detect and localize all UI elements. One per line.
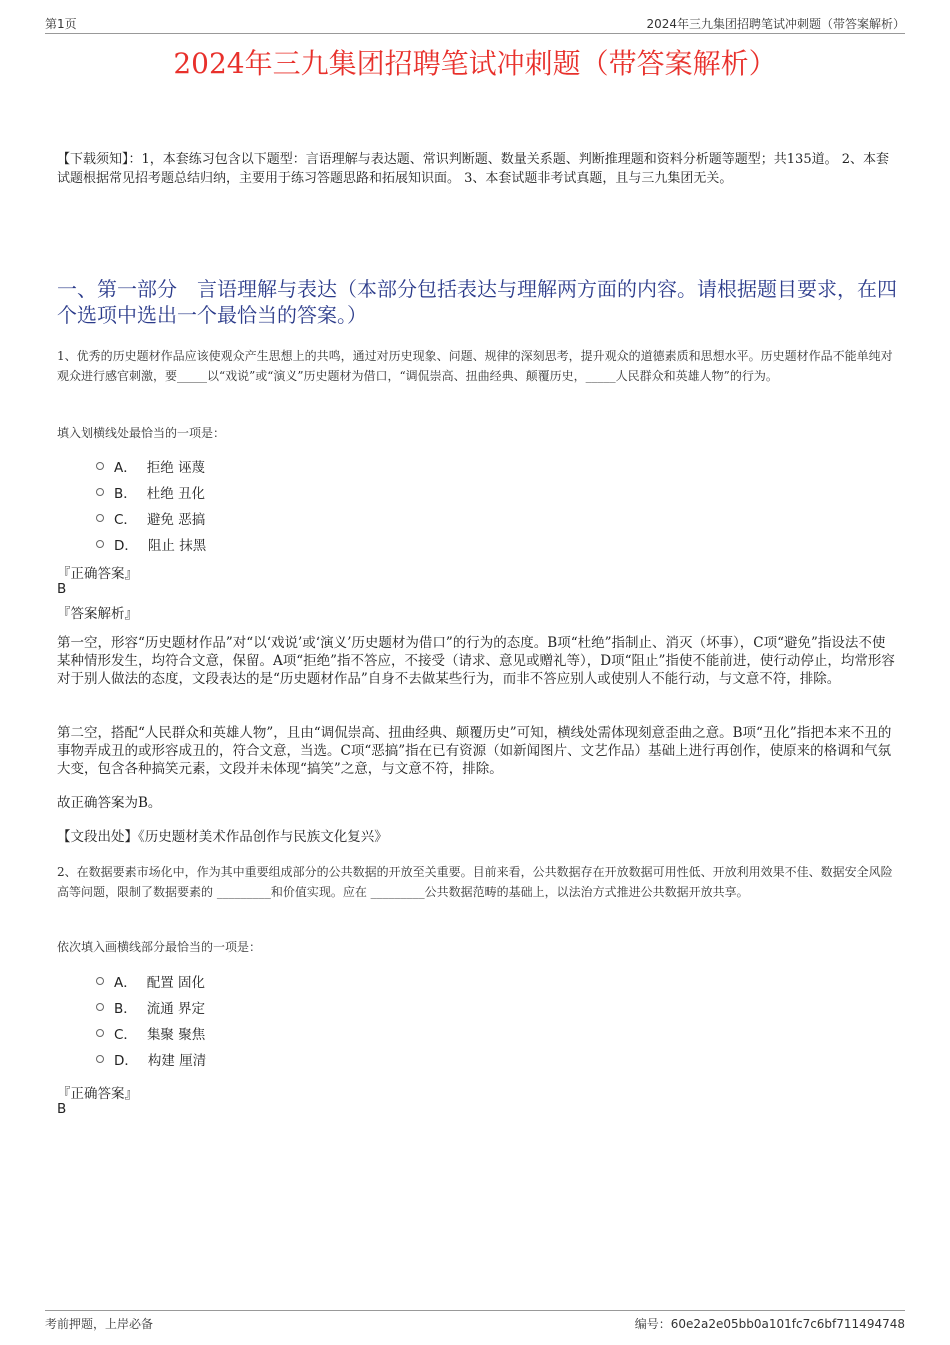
passage-source: 【文段出处】《历史题材美术作品创作与民族文化复兴》 [57, 829, 388, 845]
page-header [45, 15, 905, 34]
option-text: 集聚 聚焦 [146, 1027, 206, 1043]
header-doc-title: 2024年三九集团招聘笔试冲刺题（带答案解析） [646, 17, 905, 31]
option-d[interactable] [96, 531, 206, 557]
section-title: 一、第一部分 言语理解与表达（本部分包括表达与理解两方面的内容。请根据题目要求，在四个选项中选出一个最恰当的答案。） [57, 277, 897, 327]
answer-label: 『正确答案』 [57, 566, 138, 582]
radio-icon[interactable] [96, 514, 104, 522]
download-notice: 【下载须知】：1，本套练习包含以下题型：言语理解与表达题、常识判断题、数量关系题、判断推理题和资料分析题等题型；共135道。 2、本套试题根据常见招考题总结归纳，主要用于练习答题思路和拓展知识面。 3、本套试题非考试真题，且与三九集团无关。 [57, 152, 889, 186]
analysis-conclusion: 故正确答案为B。 [57, 795, 162, 811]
option-text: 拒绝 诬蔑 [146, 460, 206, 476]
option-text: 避免 恶搞 [146, 512, 206, 528]
question-1-text: 1、优秀的历史题材作品应该使观众产生思想上的共鸣，通过对历史现象、问题、规律的深刻思考，提升观众的道德素质和思想水平。历史题材作品不能单纯对观众进行感官刺激，要_____以“戏说”或“演义”历史题材为借口，“调侃崇高、扭曲经典、颠覆历史，_____人民群众和英雄人物”的行为。 [57, 349, 893, 383]
option-text: 流通 界定 [146, 1001, 206, 1017]
question-1-options [96, 453, 206, 557]
page-title: 2024年三九集团招聘笔试冲刺题（带答案解析） [173, 47, 777, 80]
correct-answer: B [57, 1101, 67, 1117]
option-a[interactable] [96, 968, 206, 994]
option-c[interactable] [96, 505, 206, 531]
option-letter: A． [114, 975, 137, 991]
question-2-options [96, 968, 206, 1072]
correct-answer: B [57, 581, 67, 597]
radio-icon[interactable] [96, 540, 104, 548]
question-2-prompt: 依次填入画横线部分最恰当的一项是： [57, 940, 262, 954]
question-2-text: 2、在数据要素市场化中，作为其中重要组成部分的公共数据的开放至关重要。目前来看，公共数据存在开放数据可用性低、开放利用效果不佳、数据安全风险高等问题，限制了数据要素的 _________和价值实现。应在 _________公共数据范畴的基础上，以法治方式推进公共数据开放共享。 [57, 865, 893, 899]
radio-icon[interactable] [96, 1029, 104, 1037]
option-a[interactable] [96, 453, 206, 479]
radio-icon[interactable] [96, 977, 104, 985]
page-number: 第1页 [45, 17, 77, 31]
option-d[interactable] [96, 1046, 206, 1072]
option-text: 构建 厘清 [147, 1053, 207, 1069]
option-text: 阻止 抹黑 [147, 538, 207, 554]
document-id: 编号：60e2a2e05bb0a101fc7c6bf711494748 [634, 1317, 905, 1331]
option-b[interactable] [96, 479, 206, 505]
analysis-paragraph-1: 第一空，形容“历史题材作品”对“以‘戏说’或‘演义’历史题材为借口”的行为的态度。B项“杜绝”指制止、消灭（坏事），C项“避免”指设法不使某种情形发生，均符合文意，保留。A项“拒绝”指不答应，不接受（请求、意见或赠礼等），D项“阻止”指使不能前进，使行动停止，均常形容对于别人做法的态度，文段表达的是“历史题材作品”自身不去做某些行为，而非不答应别人或使别人不能行动，与文意不符，排除。 [57, 635, 895, 687]
option-letter: B． [114, 1001, 137, 1017]
option-letter: C． [114, 512, 137, 528]
radio-icon[interactable] [96, 1003, 104, 1011]
option-letter: C． [114, 1027, 137, 1043]
option-text: 配置 固化 [146, 975, 206, 991]
option-b[interactable] [96, 994, 206, 1020]
option-letter: D． [114, 1053, 138, 1069]
radio-icon[interactable] [96, 1055, 104, 1063]
option-letter: D． [114, 538, 138, 554]
radio-icon[interactable] [96, 488, 104, 496]
radio-icon[interactable] [96, 462, 104, 470]
option-text: 杜绝 丑化 [146, 486, 206, 502]
question-1-prompt: 填入划横线处最恰当的一项是： [57, 426, 226, 440]
option-letter: A． [114, 460, 137, 476]
option-letter: B． [114, 486, 137, 502]
page-footer [45, 1310, 905, 1333]
answer-label: 『正确答案』 [57, 1086, 138, 1102]
option-c[interactable] [96, 1020, 206, 1046]
footer-slogan: 考前押题，上岸必备 [45, 1317, 154, 1331]
analysis-label: 『答案解析』 [57, 606, 138, 622]
analysis-paragraph-2: 第二空，搭配“人民群众和英雄人物”，且由“调侃崇高、扭曲经典、颠覆历史”可知，横线处需体现刻意歪曲之意。B项“丑化”指把本来不丑的事物弄成丑的或形容成丑的，符合文意，当选。C项“恶搞”指在已有资源（如新闻图片、文艺作品）基础上进行再创作，使原来的格调和气氛大变，包含各种搞笑元素，文段并未体现“搞笑”之意，与文意不符，排除。 [57, 725, 892, 777]
